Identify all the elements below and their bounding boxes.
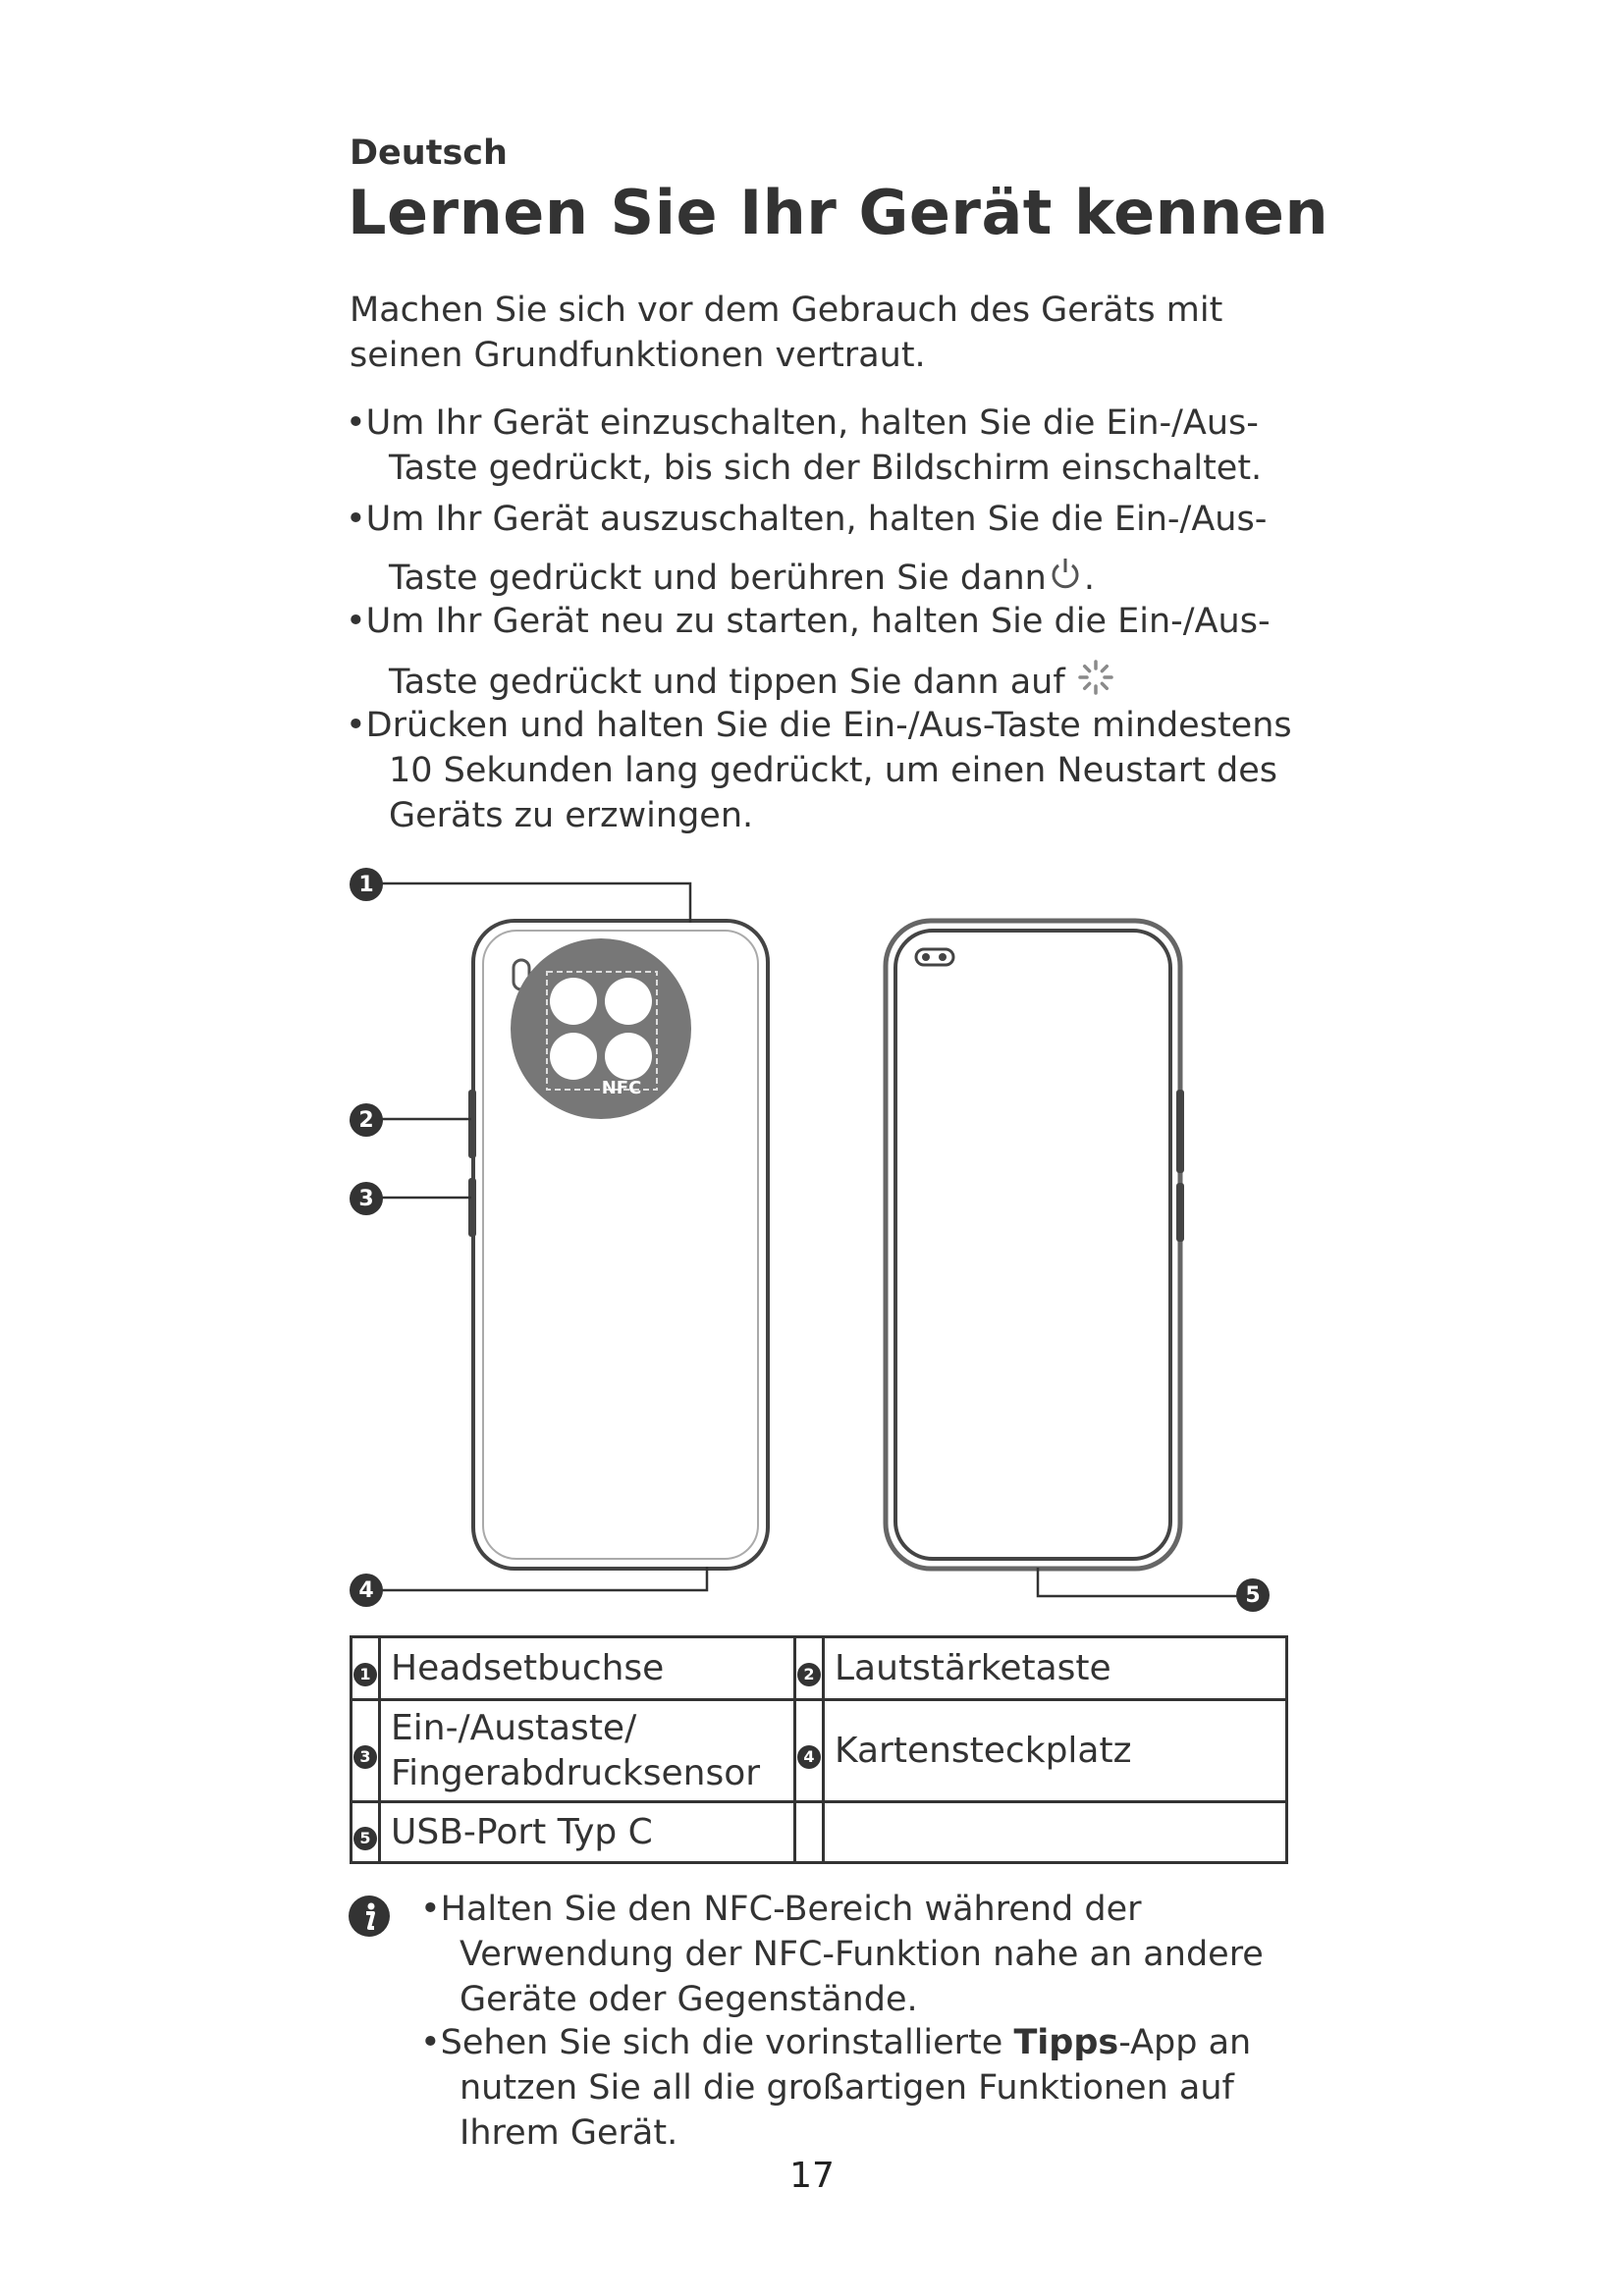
- phone-front-view: [886, 921, 1184, 1569]
- table-cell-num: [352, 1700, 380, 1802]
- cell-line: Fingerabdrucksensor: [391, 1752, 761, 1793]
- bullet-power-off: •Um Ihr Gerät auszuschalten, halten Sie die Ein-/Aus- Taste gedrückt und berühren Sie dann .: [346, 497, 1267, 605]
- bullet-power-on: [346, 400, 1262, 491]
- table-cell-num: [352, 1637, 380, 1700]
- bullet-line: Geräts zu erzwingen.: [389, 796, 754, 835]
- row-badge: 1: [353, 1663, 377, 1686]
- note-nfc: [420, 1887, 1264, 2022]
- cell-line: Ein-/Austaste/: [391, 1707, 637, 1748]
- info-icon: [348, 1895, 391, 1942]
- table-cell-num: [795, 1637, 824, 1700]
- callout-1: 1: [350, 868, 383, 901]
- bullet-restart: [346, 599, 1271, 709]
- callout-4: 4: [350, 1574, 383, 1607]
- page-title: Lernen Sie Ihr Gerät kennen: [348, 177, 1329, 248]
- table-cell-num: [795, 1802, 824, 1863]
- bullet-force-restart: [346, 703, 1292, 838]
- note-tips: [420, 2020, 1251, 2156]
- tips-app-name: Tipps: [1013, 2023, 1119, 2062]
- table-cell-num: [352, 1802, 380, 1863]
- note-line: Ihrem Gerät.: [460, 2113, 678, 2153]
- page-number: 17: [789, 2156, 835, 2196]
- row-badge: 5: [353, 1827, 377, 1850]
- intro-text: Machen Sie sich vor dem Gebrauch des Geräts mit seinen Grundfunktionen vertraut.: [350, 291, 1223, 375]
- bullet-line: Taste gedrückt und berühren Sie dann: [389, 559, 1047, 598]
- row-badge: 2: [797, 1663, 821, 1686]
- table-cell-label: Headsetbuchse: [380, 1637, 795, 1700]
- table-row: [352, 1700, 1287, 1802]
- bullet-line: Taste gedrückt, bis sich der Bildschirm einschaltet.: [389, 449, 1263, 488]
- bullet-line: •Um Ihr Gerät neu zu starten, halten Sie die Ein-/Aus-: [346, 602, 1271, 641]
- bullet-line: Taste gedrückt und tippen Sie dann auf: [389, 663, 1065, 702]
- note-suffix: -App an: [1118, 2023, 1252, 2062]
- table-cell-label: Lautstärketaste: [824, 1637, 1287, 1700]
- table-row: [352, 1802, 1287, 1863]
- language-label: Deutsch: [350, 133, 508, 173]
- bullet-line: •Um Ihr Gerät einzuschalten, halten Sie die Ein-/Aus-: [346, 403, 1259, 443]
- row-badge: 3: [353, 1745, 377, 1769]
- table-cell-num: [795, 1700, 824, 1802]
- callout-2: 2: [350, 1103, 383, 1137]
- table-cell-label: Kartensteckplatz: [824, 1700, 1287, 1802]
- note-line: Verwendung der NFC-Funktion nahe an andere: [460, 1935, 1264, 1974]
- bullet-line: 10 Sekunden lang gedrückt, um einen Neustart des: [389, 751, 1277, 790]
- row-badge: 4: [797, 1745, 821, 1769]
- restart-icon: [1076, 658, 1115, 709]
- table-cell-label: [380, 1700, 795, 1802]
- table-cell-label: [824, 1802, 1287, 1863]
- table-row: [352, 1637, 1287, 1700]
- note-line: Geräte oder Gegenstände.: [460, 1980, 918, 2019]
- parts-table: [350, 1635, 1288, 1864]
- bullet-line: •Um Ihr Gerät auszuschalten, halten Sie die Ein-/Aus-: [346, 500, 1268, 539]
- power-icon: [1047, 556, 1084, 605]
- note-line: •Halten Sie den NFC-Bereich während der: [420, 1890, 1142, 1929]
- callout-3: 3: [350, 1182, 383, 1215]
- callout-5: 5: [1236, 1578, 1270, 1612]
- bullet-line: •Drücken und halten Sie die Ein-/Aus-Taste mindestens: [346, 706, 1292, 745]
- note-line: [420, 2023, 1251, 2062]
- nfc-label: NFC: [601, 1078, 642, 1098]
- note-prefix: •Sehen Sie sich die vorinstallierte: [420, 2023, 1014, 2062]
- note-line: nutzen Sie all die großartigen Funktionen auf: [460, 2068, 1234, 2108]
- phone-back-view: [468, 921, 768, 1569]
- device-diagram: [334, 854, 1296, 1629]
- table-cell-label: USB-Port Typ C: [380, 1802, 795, 1863]
